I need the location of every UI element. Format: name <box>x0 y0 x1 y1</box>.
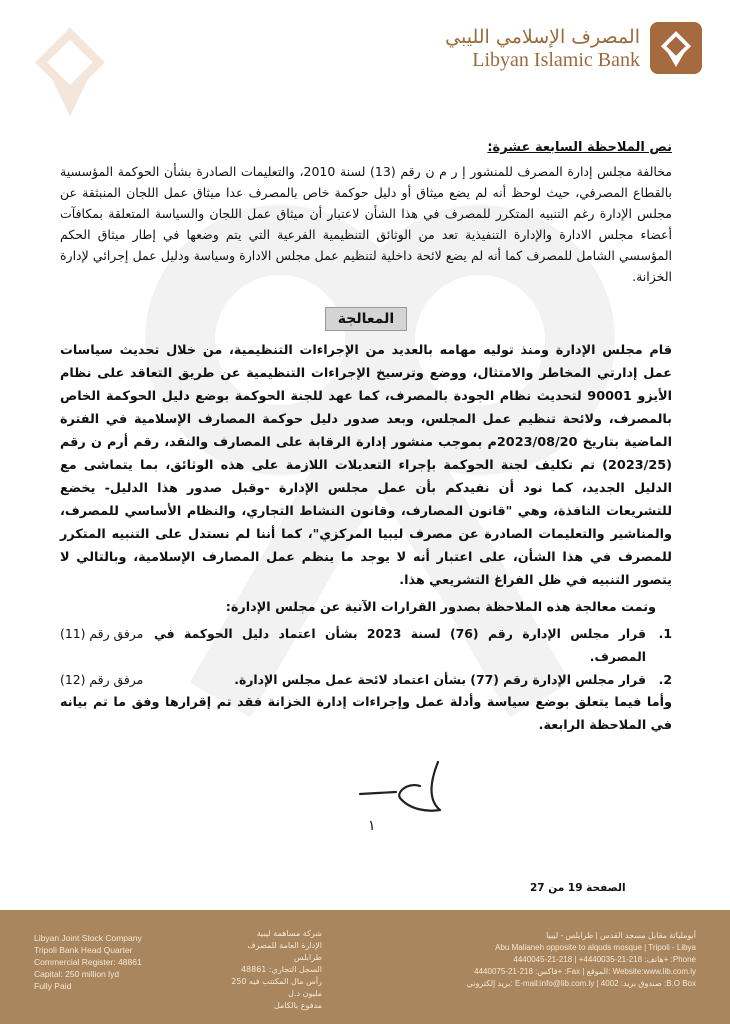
footer-company-ar <box>222 928 322 1012</box>
resolution-text: قرار مجلس الإدارة رقم (77) بشأن اعتماد لائحة عمل مجلس الإدارة. <box>234 672 646 687</box>
treatment-heading: المعالجة <box>325 307 407 331</box>
footer-line: Tripoli Bank Head Quarter <box>34 945 133 955</box>
resolution-number: 2. <box>658 672 672 687</box>
treatment-text: قام مجلس الإدارة ومنذ توليه مهامه بالعديد من الإجراءات التنظيمية، من خلال تحديث سياسات عمل إدارتي المخاطر والامتثال، ووضع وترسيخ الإجراءات التنظيمية عن طريق التعاقد على نظام الأيزو 90001 لتحديث نظام الجودة بالمصرف، كما عهد للجنة الحوكمة بوضع دليل الحوكمة الخاص بالمصرف، ولائحة تنظيم عمل المجلس، وبعد صدور دليل حوكمة المصارف الإسلامية في الفترة الماضية بتاريخ 2023/08/20م بموجب منشور إدارة الرقابة على المصارف والنقد، رقم أرم ن رقم (2023/25) تم تكليف لجنة الحوكمة بإجراء التعديلات اللازمة على هذه الوثائق، بما يتماشى مع الدليل الجديد، كما نود أن نفيدكم بأن عمل مجلس الإدارة -وقبل صدور هذا الدليل- يخضع للتشريعات النافذة، وهي "قانون المصارف، وقانون النشاط التجاري، والنظام الأساسي للمصرف، والمناشير والتعليمات الصادرة عن مصرف ليبيا المركزي"، كما أننا لم نستدل على التنبيه المتكرر للمصرف في هذا الشأن، على اعتبار أنه لا يوجد ما ينظم عمل المصارف الإسلامية، وبالتالي لا يتصور التنبيه في ظل الفراغ التشريعي هذا. <box>60 343 673 588</box>
footer-line: السجل التجاري: 48861 <box>240 965 322 974</box>
note-text: مخالفة مجلس إدارة المصرف للمنشور إ ر م ن رقم (13) لسنة 2010، والتعليمات الصادرة بشأن الحوكمة المؤسسية بالقطاع المصرفي، حيث لوحظ أنه لم يضع ميثاق أو دليل حوكمة خاص بالمصرف عدا ميثاق عمل اللجان المنبثقة عن مجلس الإدارة رغم التنبيه المتكرر للمصرف في هذا الشأن لاعتبار أن ميثاق عمل اللجان والسياسة المتعلقة بمكافآت أعضاء مجلس الادارة والإدارة التنفيذية تعد من الوثائق التنظيمية الفرعية التي يتم وضعها في إطار ميثاق الحكم المؤسسي الشامل للمصرف كما أنه لم يضع لائحة داخلية لتنظيم عمل مجلس الادارة وسياسة ودليل عمل إجرائي لإدارة الخزانة. <box>60 164 672 284</box>
footer-line: رأس مال المكتتب فيه 250 مليون د.ل <box>231 977 322 998</box>
footer-line: Fully Paid <box>34 981 72 991</box>
footer-line: Libyan Joint Stock Company <box>34 933 142 943</box>
resolution-item <box>60 668 672 691</box>
note-heading: نص الملاحظة السابعة عشرة: <box>487 140 672 155</box>
footer-line: مدفوع بالكامل <box>273 1001 322 1010</box>
signature-mark: ١ <box>368 818 376 834</box>
letter-body <box>60 140 672 737</box>
treatment-heading-wrap <box>60 307 672 331</box>
bank-name-english: Libyan Islamic Bank <box>472 49 640 71</box>
footer-contact <box>356 930 696 990</box>
resolution-number: 1. <box>658 626 672 641</box>
footer-line: أبوملياتة مقابل مسجد القدس | طرابلس - ليبيا <box>546 931 696 940</box>
closing-text: وأما فيما يتعلق بوضع سياسة وأدلة عمل وإجراءات إدارة الخزانة فقد تم إقرارها وفق ما تم بيانه في الملاحظة الرابعة. <box>60 695 672 733</box>
footer-line: فاكس: 218-21-4440075+ :Fax | الموقع: Website:www.lib.com.ly <box>474 967 696 976</box>
signature-icon <box>300 752 450 822</box>
attachment-label: مرفق رقم (12) <box>60 672 144 687</box>
watermark-logo-icon <box>22 22 118 118</box>
footer-line: Commercial Register: 48861 <box>34 957 142 967</box>
footer-line: هاتف: 218-21-4440035+ | 218-21-4440045+ :Phone <box>513 955 696 964</box>
resolution-text: قرار مجلس الإدارة رقم (76) لسنة 2023 بشأن اعتماد دليل الحوكمة في المصرف. <box>154 626 646 664</box>
footer-company-en <box>34 932 142 992</box>
footer-line: الإدارة العامة للمصرف طرابلس <box>247 941 322 962</box>
footer-line: شركة مساهمة ليبية <box>256 929 322 938</box>
bank-header <box>445 22 702 74</box>
page-number: الصفحة 19 من 27 <box>530 882 626 894</box>
bank-name-arabic: المصرف الإسلامي الليبي <box>445 26 640 48</box>
bank-logo-icon <box>650 22 702 74</box>
footer-line: Abu Malianeh opposite to alquds mosque | Tripoli - Libya <box>495 943 696 952</box>
resolutions-lead: وتمت معالجة هذه الملاحظة بصدور القرارات الآتية عن مجلس الإدارة: <box>225 600 656 615</box>
attachment-label: مرفق رقم (11) <box>60 626 144 641</box>
resolution-item <box>60 622 672 668</box>
footer-line: Capital: 250 million lyd <box>34 969 120 979</box>
footer-bar <box>0 910 730 1024</box>
footer-line: بريد إلكتروني: E-mail:info@lib.com.ly | صندوق بريد: 4002 :B.O Box <box>466 979 696 988</box>
